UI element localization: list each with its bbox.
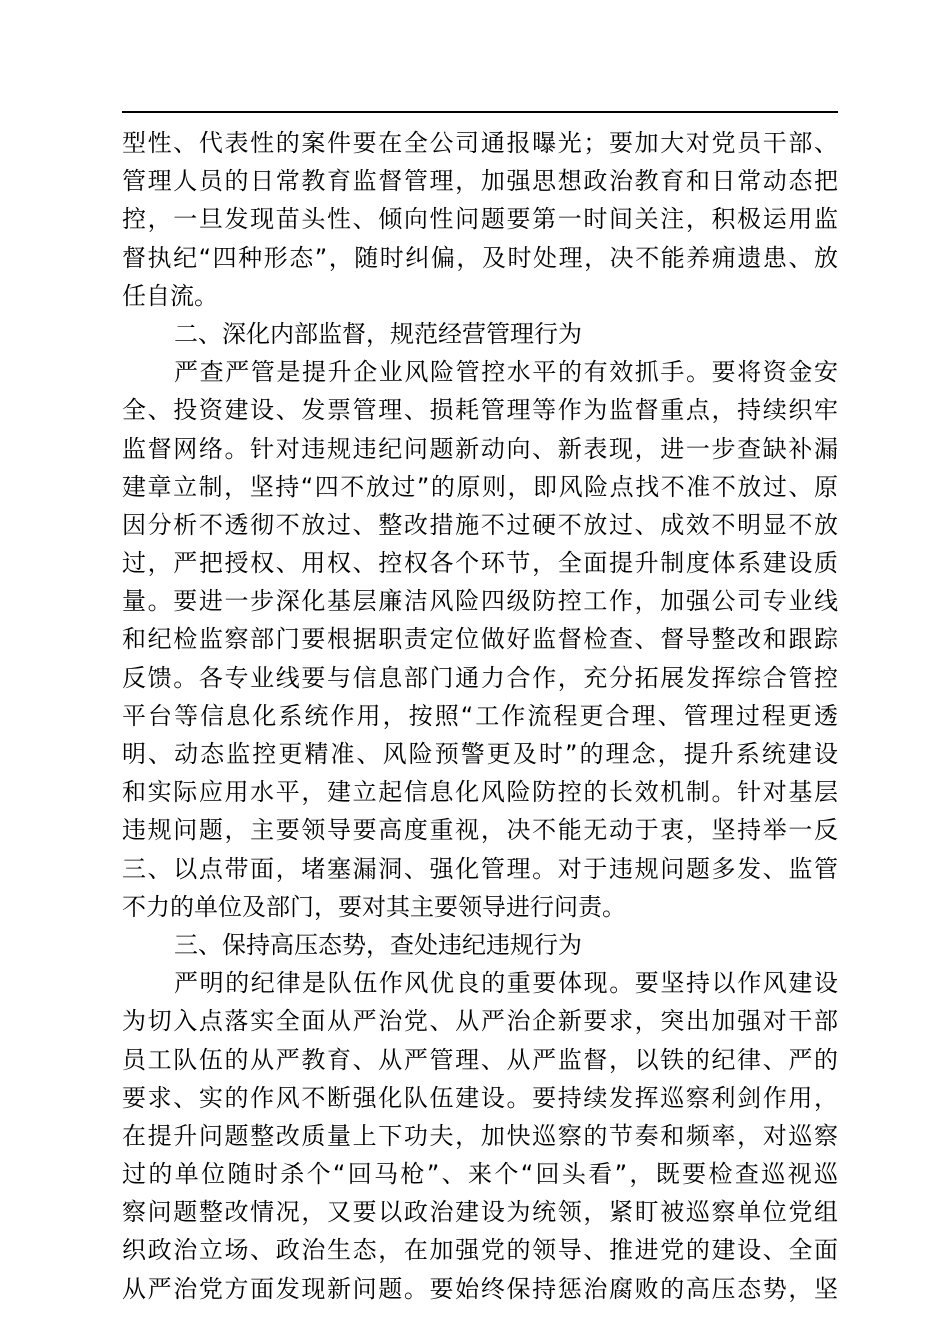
text-line: 和纪检监察部门要根据职责定位做好监督检查、督导整改和跟踪 <box>122 625 838 654</box>
text-line: 三、以点带面，堵塞漏洞、强化管理。对于违规问题多发、监管 <box>122 854 838 883</box>
text-line: 因分析不透彻不放过、整改措施不过硬不放过、成效不明显不放 <box>122 510 838 539</box>
text-line: 监督网络。针对违规违纪问题新动向、新表现，进一步查缺补漏 <box>122 434 838 463</box>
text-line: 违规问题，主要领导要高度重视，决不能无动于衷，坚持举一反 <box>122 816 838 845</box>
text-line: 反馈。各专业线要与信息部门通力合作，充分拓展发挥综合管控 <box>122 663 838 692</box>
document-body <box>122 124 838 1308</box>
text-line: 在提升问题整改质量上下功夫，加快巡察的节奏和频率，对巡察 <box>122 1121 838 1150</box>
text-line: 全、投资建设、发票管理、损耗管理等作为监督重点，持续织牢 <box>122 396 838 425</box>
header-rule <box>122 111 838 113</box>
text-line: 过的单位随时杀个“回马枪”、来个“回头看”，既要检查巡视巡 <box>122 1160 838 1189</box>
paragraph-first-line: 严查严管是提升企业风险管控水平的有效抓手。要将资金安 <box>174 358 838 387</box>
paragraph-first-line: 二、深化内部监督，规范经营管理行为 <box>174 319 582 348</box>
text-line: 明、动态监控更精准、风险预警更及时”的理念，提升系统建设 <box>122 740 838 768</box>
text-line: 督执纪“四种形态”，随时纠偏，及时处理，决不能养痈遗患、放 <box>122 243 838 272</box>
text-line: 不力的单位及部门，要对其主要领导进行问责。 <box>122 892 626 921</box>
text-line: 为切入点落实全面从严治党、从严治企新要求，突出加强对干部 <box>122 1007 838 1036</box>
text-line: 建章立制，坚持“四不放过”的原则，即风险点找不准不放过、原 <box>122 472 838 501</box>
text-line: 管理人员的日常教育监督管理，加强思想政治教育和日常动态把 <box>122 167 838 196</box>
text-line: 员工队伍的从严教育、从严管理、从严监督，以铁的纪律、严的 <box>122 1045 838 1074</box>
text-line: 从严治党方面发现新问题。要始终保持惩治腐败的高压态势，坚 <box>122 1274 838 1303</box>
text-line: 型性、代表性的案件要在全公司通报曝光；要加大对党员干部、 <box>122 129 838 157</box>
text-line: 任自流。 <box>122 281 218 310</box>
text-line: 织政治立场、政治生态，在加强党的领导、推进党的建设、全面 <box>122 1236 838 1265</box>
text-line: 过，严把授权、用权、控权各个环节，全面提升制度体系建设质 <box>122 549 838 578</box>
text-line: 平台等信息化系统作用，按照“工作流程更合理、管理过程更透 <box>122 701 838 730</box>
paragraph-first-line: 严明的纪律是队伍作风优良的重要体现。要坚持以作风建设 <box>174 969 838 998</box>
paragraph-first-line: 三、保持高压态势，查处违纪违规行为 <box>174 930 582 959</box>
text-line: 要求、实的作风不断强化队伍建设。要持续发挥巡察利剑作用， <box>122 1083 838 1112</box>
text-line: 和实际应用水平，建立起信息化风险防控的长效机制。针对基层 <box>122 778 838 807</box>
text-line: 控，一旦发现苗头性、倾向性问题要第一时间关注，积极运用监 <box>122 205 838 234</box>
text-line: 察问题整改情况，又要以政治建设为统领，紧盯被巡察单位党组 <box>122 1198 838 1227</box>
text-line: 量。要进一步深化基层廉洁风险四级防控工作，加强公司专业线 <box>122 587 838 616</box>
